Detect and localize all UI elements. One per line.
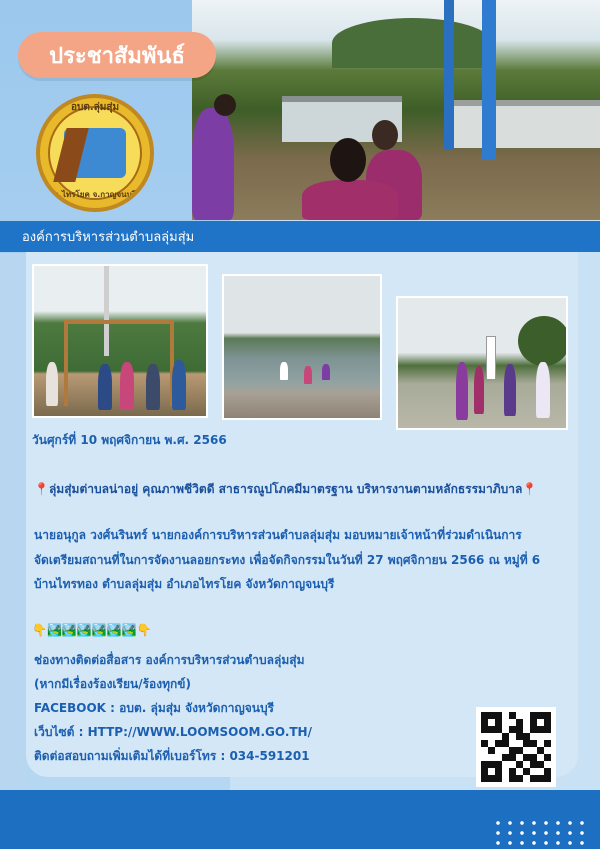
body-line-2: จัดเตรียมสถานที่ในการจัดงานลอยกระทง เพื่อจัดกิจกรรมในวันที่ 27 พฤศจิกายน 2566 ณ หมู่ที่ 6 [34, 553, 541, 567]
body-line-1: นายอนุกูล วงศ์นรินทร์ นายกองค์การบริหารส่วนตำบลลุ่มสุ่ม มอบหมายเจ้าหน้าที่ร่วมดำเนินการ [34, 528, 522, 542]
pin-icon: 📍 [522, 482, 538, 496]
phone-contact[interactable]: ติดต่อสอบถามเพิ่มเติมได้ที่เบอร์โทร : 034-591201 [34, 749, 310, 763]
post-date: วันศุกร์ที่ 10 พฤศจิกายน พ.ศ. 2566 [32, 433, 227, 447]
slogan-text: ลุ่มสุ่มต่าบลน่าอยู่ คุณภาพชีวิตดี สาธารณูปโภคมีมาตรฐาน บริหารงานตามหลักธรรมาภิบาล [48, 482, 523, 496]
organization-logo [36, 94, 154, 212]
hero-photo [192, 0, 600, 220]
slogan-line [34, 480, 537, 499]
photo-bamboo-frame [32, 264, 208, 418]
contact-title: ช่องทางติดต่อสื่อสาร องค์การบริหารส่วนตำบลลุ่มสุ่ม [34, 653, 305, 667]
pin-icon: 📍 [34, 482, 49, 496]
body-line-3: บ้านไทรทอง ตำบลลุ่มสุ่ม อำเภอไทรโยค จังหวัดกาญจนบุรี [34, 577, 335, 591]
organization-band [0, 221, 600, 252]
emoji-divider: 👇🏞️🏞️🏞️🏞️🏞️🏞️👇 [32, 623, 152, 637]
contact-subtitle: (หากมีเรื่องร้องเรียน/ร้องทุกข์) [34, 677, 191, 691]
logo-top-text: อบต.ลุ่มสุ่ม [70, 102, 120, 113]
photo-site-visit [396, 296, 568, 430]
dot-pattern-decoration [492, 818, 592, 848]
logo-bottom-text: อ.ไทรโยค จ.กาญจนบุรี [54, 190, 136, 199]
panel-edge [0, 253, 26, 793]
headline-pill: ประชาสัมพันธ์ [18, 32, 216, 78]
facebook-link[interactable]: FACEBOOK : อบต. ลุ่มสุ่ม จังหวัดกาญจนบุรี [34, 701, 274, 715]
organization-name: องค์การบริหารส่วนตำบลลุ่มสุ่ม [22, 230, 195, 245]
photo-riverbank [222, 274, 382, 420]
website-link[interactable]: เว็บไซต์ : HTTP://WWW.LOOMSOOM.GO.TH/ [34, 725, 312, 739]
qr-code-icon[interactable] [476, 707, 556, 787]
